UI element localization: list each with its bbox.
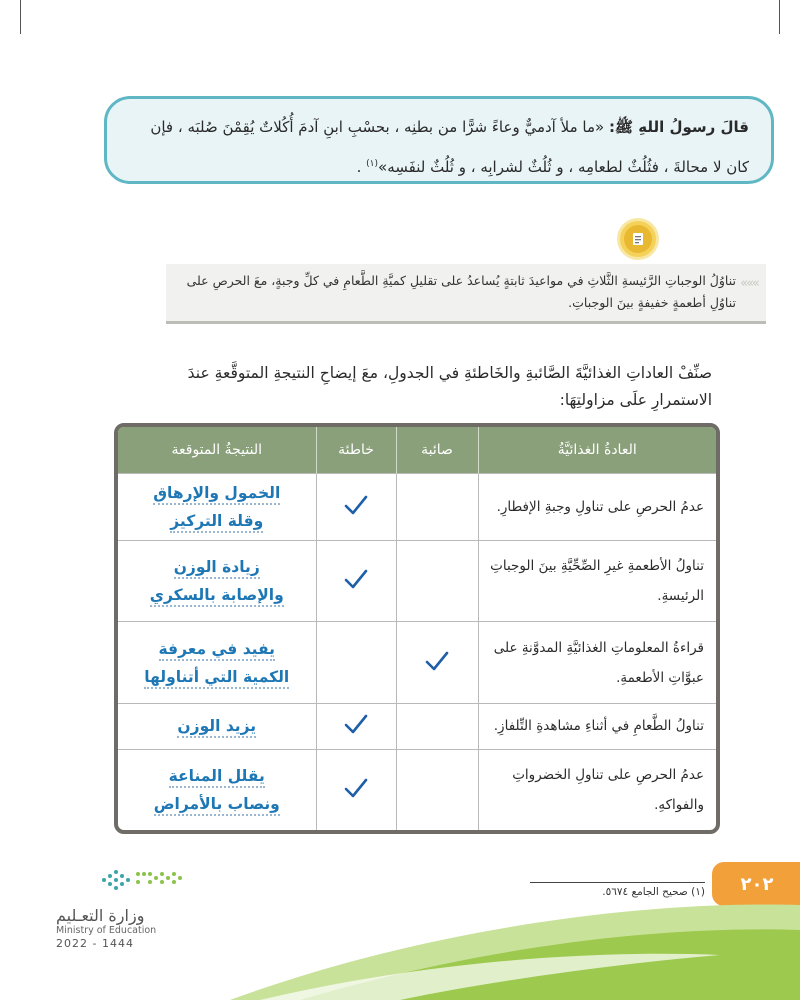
result-line: يفيد في معرفة (159, 640, 275, 661)
habit-cell: تناولُ الأطعمةِ غيرِ الصِّحِّيَّةِ بينَ الوجباتِ الرئيسةِ. (478, 541, 716, 622)
table-row (118, 541, 716, 622)
tip-bullet-icon: »»» (740, 276, 758, 291)
check-mark-icon (343, 493, 369, 517)
correct-cell (396, 749, 478, 830)
footnote-divider (530, 882, 705, 883)
wrong-cell (316, 474, 396, 541)
page-number: ٢٠٢ (712, 862, 800, 906)
habit-cell: قراءةُ المعلوماتِ الغذائيَّةِ المدوَّنةِ على عبوَّاتِ الأطعمةِ. (478, 622, 716, 703)
hadith-reference: (١) (366, 159, 379, 169)
wrong-cell (316, 622, 396, 703)
result-line: يزيد الوزن (177, 717, 256, 738)
result-cell (118, 541, 316, 622)
check-mark-icon (343, 776, 369, 800)
tip-text: تناوُلُ الوجباتِ الرَّئيسةِ الثَّلاثِ في مواعيدَ ثابتةٍ يُساعدُ على تقليلِ كميَّةِ الطَّعامِ في كلِّ وجبةٍ، معَ الحرصِ على تناوُلِ أطعمةٍ خفيفةٍ بينَ الوجباتِ. (186, 273, 736, 310)
crop-mark (779, 0, 780, 34)
hadith-text: «ما ملأ آدميٌّ وعاءً شرًّا من بطنِه ، بحسْبِ ابنِ آدمَ أُكُلاتٌ يُقِمْنَ صُلبَه ، فإن كان لا محالةَ ، فثُلُثٌ لطعامِه ، و ثُلُثٌ لشرابِه ، و ثُلُثٌ لنفَسِه» (150, 118, 749, 176)
header-correct: صائبة (396, 427, 478, 474)
wrong-cell (316, 749, 396, 830)
result-line: والإصابة بالسكري (150, 586, 284, 607)
correct-cell (396, 622, 478, 703)
hadith-end: . (356, 158, 362, 176)
habit-cell: تناولُ الطَّعامِ في أثناءِ مشاهدةِ التِّلفازِ. (478, 703, 716, 749)
table-row (118, 749, 716, 830)
check-mark-icon (343, 712, 369, 736)
ministry-name-ar: وزارة التعـليم (56, 906, 145, 925)
result-line: الكمية التي أتناولها (144, 668, 289, 689)
result-line: الخمول والإرهاق (153, 484, 280, 505)
instruction-text: صنِّفْ العاداتِ الغذائيَّةَ الصَّائبةِ والخَاطئةِ في الجدولِ، معَ إيضاحِ النتيجةِ المتوقَّعةِ عندَ الاستمرارِ علَى مزاولتِهَا: (187, 364, 712, 409)
ministry-name-en: Ministry of Education (56, 925, 157, 936)
result-line: زيادة الوزن (174, 558, 260, 579)
ministry-logo-icon (98, 860, 188, 898)
header-habit: العادةُ الغذائيَّةُ (478, 427, 716, 474)
result-line: ونصاب بالأمراض (154, 795, 280, 816)
check-mark-icon (343, 567, 369, 591)
header-wrong: خاطئة (316, 427, 396, 474)
wrong-cell (316, 541, 396, 622)
header-result: النتيجةُ المتوقعة (118, 427, 316, 474)
result-cell (118, 703, 316, 749)
habit-cell: عدمُ الحرصِ على تناولِ وجبةِ الإفطارِ. (478, 474, 716, 541)
table-row (118, 622, 716, 703)
result-cell (118, 749, 316, 830)
check-mark-icon (424, 649, 450, 673)
correct-cell (396, 541, 478, 622)
result-cell (118, 474, 316, 541)
result-cell (118, 622, 316, 703)
table-row (118, 703, 716, 749)
footnote: (١) صحيح الجامع ٥٦٧٤. (602, 886, 705, 898)
result-line: وقلة التركيز (170, 512, 263, 533)
tip-box (166, 264, 766, 324)
table-header-row (118, 427, 716, 474)
hadith-box (104, 96, 774, 184)
edition-year: 2022 - 1444 (56, 937, 134, 950)
correct-cell (396, 703, 478, 749)
crop-mark (20, 0, 21, 34)
habit-cell: عدمُ الحرصِ على تناولِ الخضرواتِ والفواكهِ. (478, 749, 716, 830)
note-icon (617, 218, 659, 260)
wrong-cell (316, 703, 396, 749)
result-line: يقلل المناعة (169, 767, 265, 788)
hadith-speaker: قالَ رسولُ اللهِ ﷺ: (608, 118, 749, 136)
correct-cell (396, 474, 478, 541)
table-row (118, 474, 716, 541)
habits-table (114, 423, 720, 834)
